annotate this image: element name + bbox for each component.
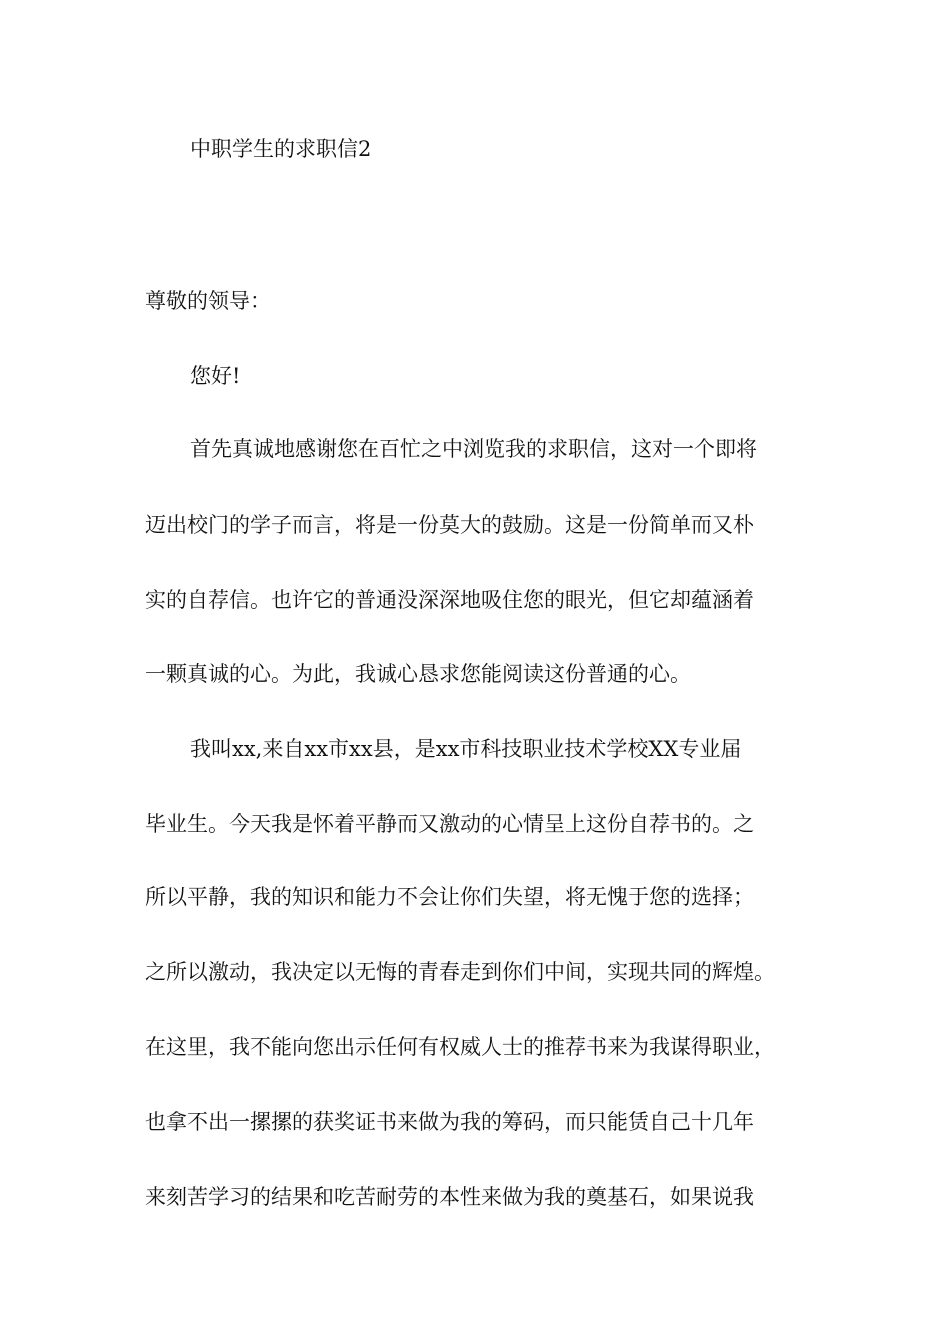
paragraph-1-line-3: 实的自荐信。也许它的普通没深深地吸住您的眼光，但它却蕴涵着 — [145, 588, 754, 612]
document-title: 中职学生的求职信2 — [190, 137, 372, 161]
paragraph-2-line-2: 毕业生。今天我是怀着平静而又激动的心情呈上这份自荐书的。之 — [145, 812, 754, 836]
paragraph-2-line-1: 我叫xx,来自xx市xx县，是xx市科技职业技术学校XX专业届 — [190, 737, 742, 761]
greeting: 您好! — [190, 364, 241, 388]
paragraph-1-line-4: 一颗真诚的心。为此，我诚心恳求您能阅读这份普通的心。 — [145, 662, 691, 686]
paragraph-2-line-3: 所以平静，我的知识和能力不会让你们失望，将无愧于您的选择； — [145, 885, 754, 909]
paragraph-2-line-5: 在这里，我不能向您出示任何有权威人士的推荐书来为我谋得职业， — [145, 1035, 775, 1059]
paragraph-1-line-2: 迈出校门的学子而言，将是一份莫大的鼓励。这是一份简单而又朴 — [145, 513, 754, 537]
salutation: 尊敬的领导： — [145, 289, 271, 313]
paragraph-1-line-1: 首先真诚地感谢您在百忙之中浏览我的求职信，这对一个即将 — [190, 437, 757, 461]
paragraph-2-line-6: 也拿不出一摞摞的获奖证书来做为我的筹码，而只能赁自己十几年 — [145, 1110, 754, 1134]
paragraph-2-line-4: 之所以激动，我决定以无悔的青春走到你们中间，实现共同的辉煌。 — [145, 960, 775, 984]
paragraph-2-line-7: 来刻苦学习的结果和吃苦耐劳的本性来做为我的奠基石，如果说我 — [145, 1185, 754, 1209]
